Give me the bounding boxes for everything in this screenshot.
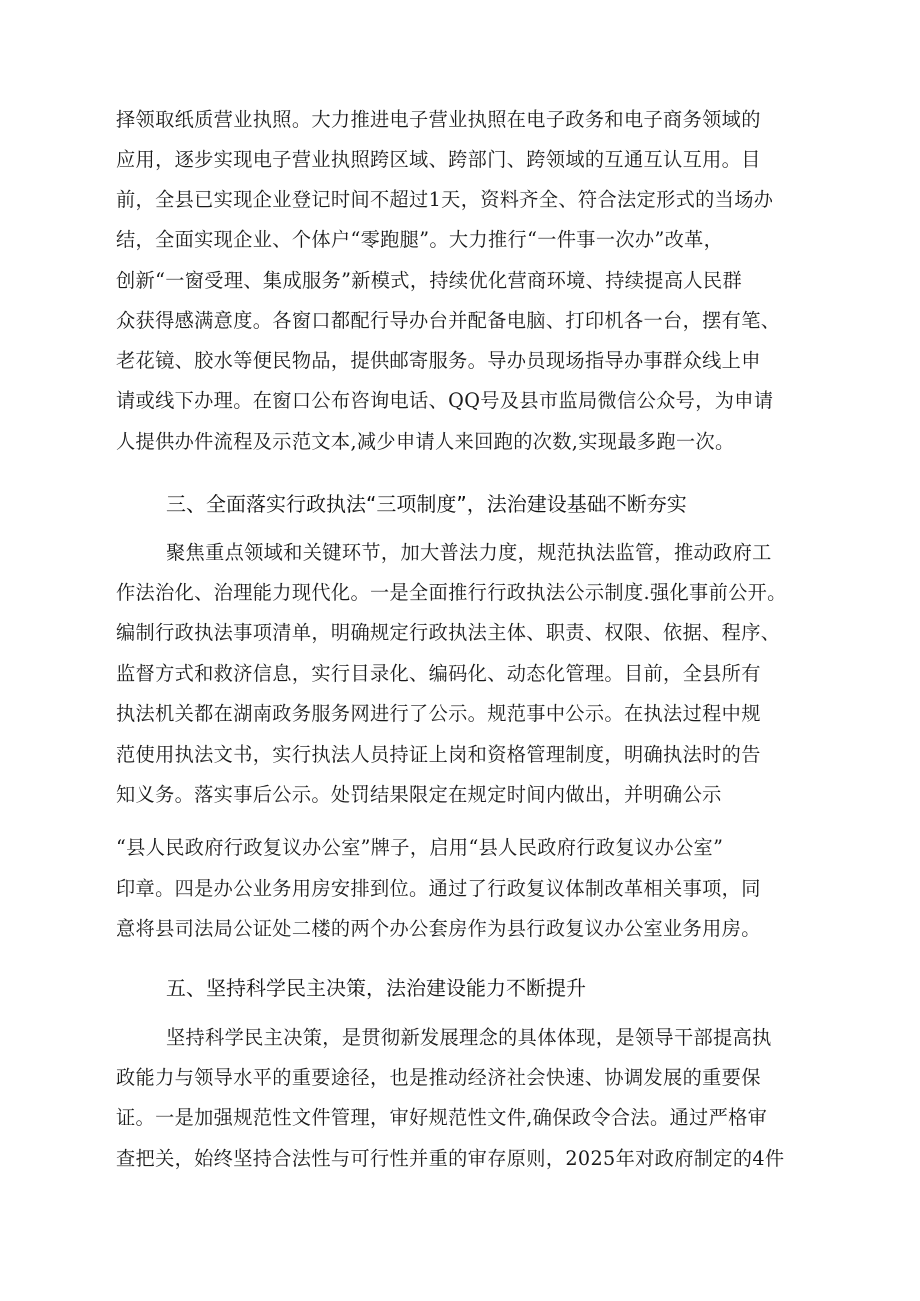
- paragraph-line: 执法机关都在湖南政务服务网进行了公示。规范事中公示。在执法过程中规: [116, 702, 761, 725]
- section-heading-5: 五、坚持科学民主决策，法治建设能力不断提升: [166, 976, 586, 1000]
- paragraph-line: 编制行政执法事项清单，明确规定行政执法主体、职责、权限、依据、程序、: [116, 621, 781, 644]
- paragraph-line: 应用，逐步实现电子营业执照跨区域、跨部门、跨领域的互通互认互用。目: [116, 148, 761, 171]
- paragraph-line: 印章。四是办公业务用房安排到位。通过了行政复议体制改革相关事项，同: [116, 877, 761, 900]
- paragraph-line: 知义务。落实事后公示。处罚结果限定在规定时间内做出，并明确公示: [116, 783, 722, 806]
- paragraph-line: 作法治化、治理能力现代化。一是全面推行行政执法公示制度.强化事前公开。: [116, 581, 787, 604]
- paragraph-line: 众获得感满意度。各窗口都配行导办台并配备电脑、打印机各一台，摆有笔、: [116, 309, 781, 332]
- paragraph-line: 结，全面实现企业、个体户“零跑腿”。大力推行“一件事一次办”改革，: [116, 228, 724, 251]
- paragraph-line: 前，全县已实现企业登记时间不超过1天，资料齐全、符合法定形式的当场办: [116, 188, 774, 211]
- paragraph-line: 人提供办件流程及示范文本,减少申请人来回跑的次数,实现最多跑一次。: [116, 430, 735, 453]
- paragraph-line: 监督方式和救济信息，实行目录化、编码化、动态化管理。目前，全县所有: [116, 662, 761, 685]
- paragraph-line: 坚持科学民主决策，是贯彻新发展理念的具体体现，是领导干部提高执: [166, 1026, 772, 1049]
- paragraph-line: 老花镜、胶水等便民物品，提供邮寄服务。导办员现场指导办事群众线上申: [116, 349, 761, 372]
- paragraph-line: 聚焦重点领域和关键环节，加大普法力度，规范执法监管，推动政府工: [166, 541, 772, 564]
- paragraph-line: 意将县司法局公证处二楼的两个办公套房作为县行政复议办公室业务用房。: [116, 917, 761, 940]
- section-heading-3: 三、全面落实行政执法“三项制度”，法治建设基础不断夯实: [166, 492, 687, 516]
- paragraph-line: “县人民政府行政复议办公室”牌子，启用“县人民政府行政复议办公室”: [116, 836, 724, 859]
- paragraph-line: 证。一是加强规范性文件管理，审好规范性文件,确保政令合法。通过严格审: [116, 1106, 768, 1129]
- paragraph-line: 择领取纸质营业执照。大力推进电子营业执照在电子政务和电子商务领域的: [116, 108, 761, 131]
- paragraph-line: 范使用执法文书，实行执法人员持证上岗和资格管理制度，明确执法时的告: [116, 743, 761, 766]
- paragraph-line: 创新“一窗受理、集成服务”新模式，持续优化营商环境、持续提高人民群: [116, 269, 742, 292]
- paragraph-line: 政能力与领导水平的重要途径，也是推动经济社会快速、协调发展的重要保: [116, 1066, 761, 1089]
- paragraph-line: 请或线下办理。在窗口公布咨询电话、QQ号及县市监局微信公众号，为申请: [116, 389, 774, 412]
- paragraph-line: 查把关，始终坚持合法性与可行性并重的审存原则，2025年对政府制定的4件: [116, 1147, 785, 1170]
